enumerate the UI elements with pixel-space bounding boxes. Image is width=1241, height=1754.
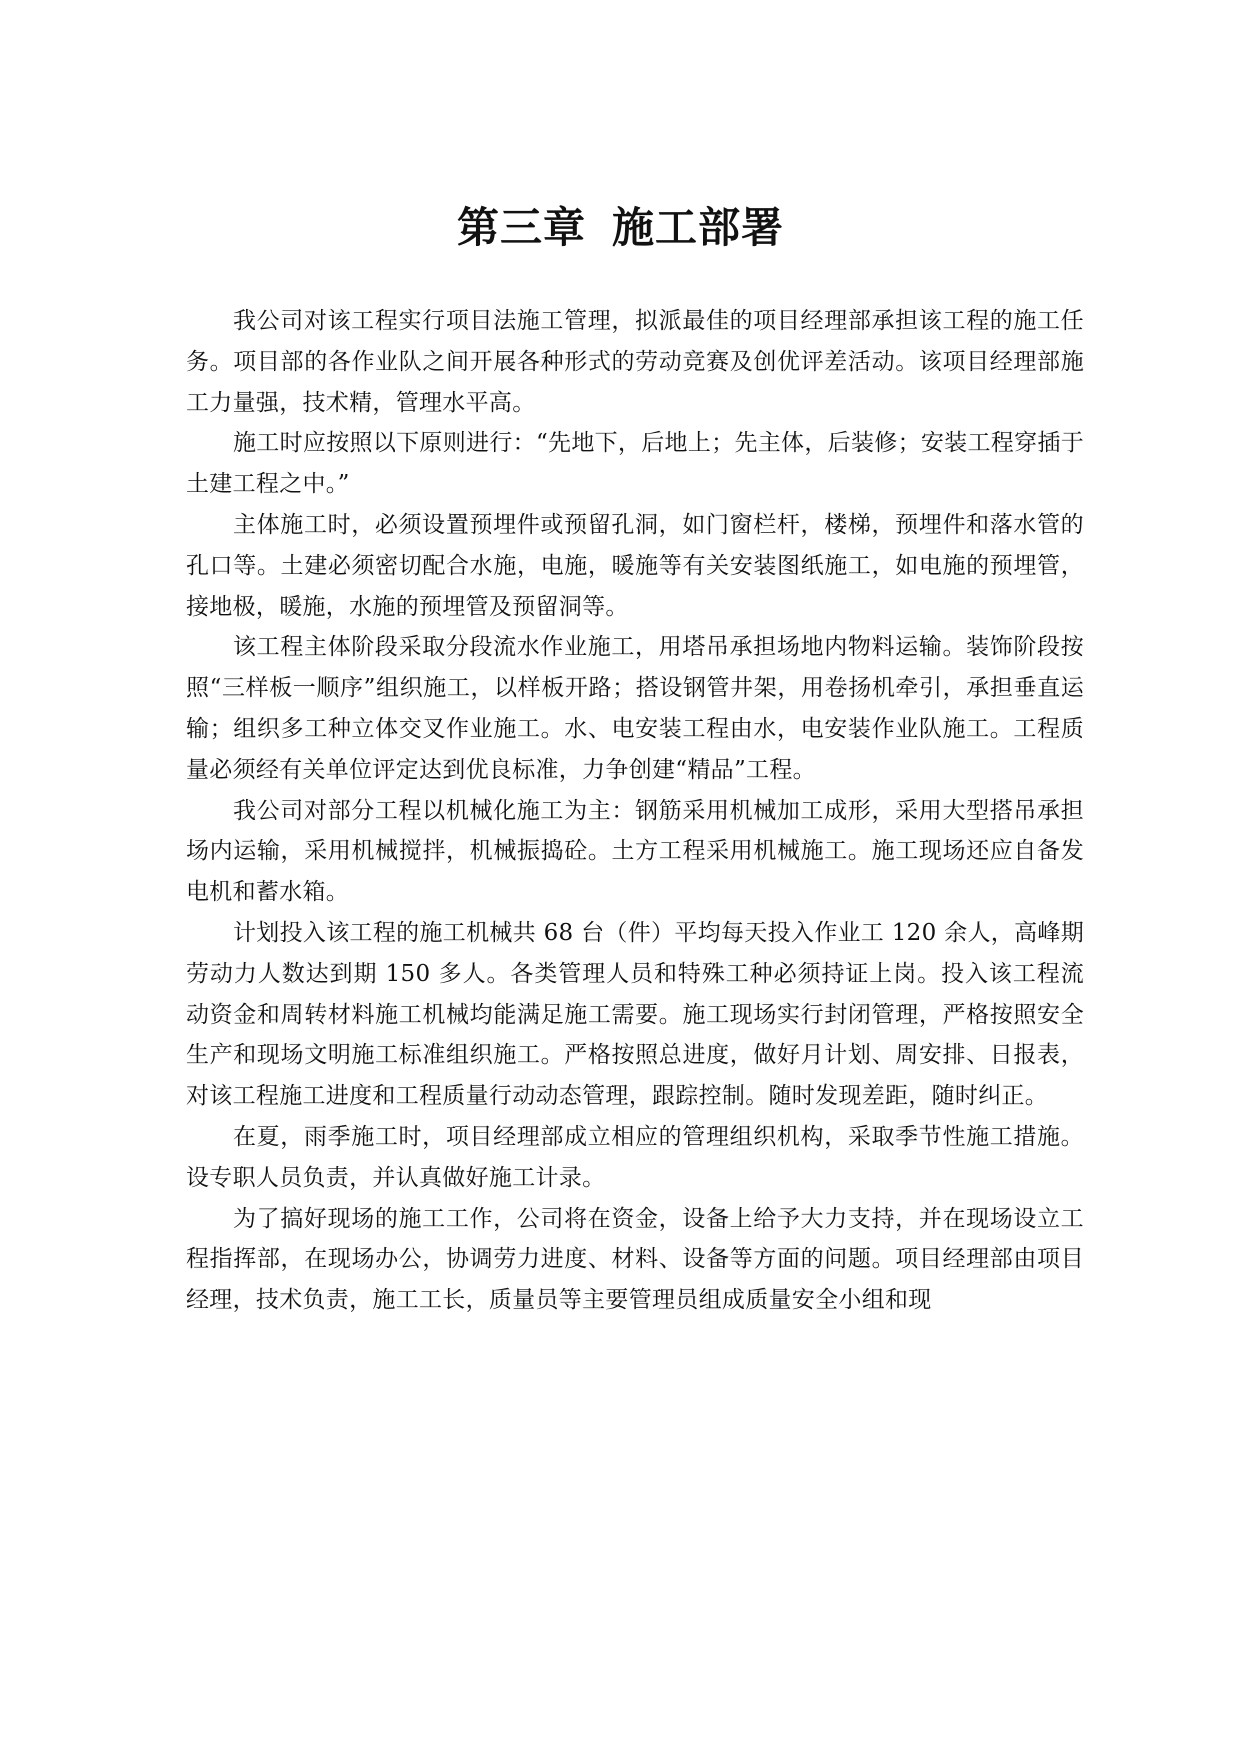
paragraph-construction-principles: 施工时应按照以下原则进行：“先地下，后地上；先主体，后装修；安装工程穿插于土建工程之中。” <box>186 430 1084 498</box>
document-body <box>186 301 1084 1321</box>
paragraph-rainy-season: 在夏，雨季施工时，项目经理部成立相应的管理组织机构，采取季节性施工措施。设专职人员负责，并认真做好施工计录。 <box>186 1123 1084 1191</box>
chapter-name: 施工部署 <box>612 203 785 252</box>
paragraph-embedded-parts: 主体施工时，必须设置预埋件或预留孔洞，如门窗栏杆，楼梯，预埋件和落水管的孔口等。土建必须密切配合水施，电施，暖施等有关安装图纸施工，如电施的预埋管，接地极，暖施，水施的预埋管及预留洞等。 <box>186 511 1084 620</box>
paragraph-project-management: 我公司对该工程实行项目法施工管理，拟派最佳的项目经理部承担该工程的施工任务。项目部的各作业队之间开展各种形式的劳动竞赛及创优评差活动。该项目经理部施工力量强，技术精，管理水平高。 <box>186 308 1084 416</box>
chapter-title <box>0 198 1241 258</box>
paragraph-site-headquarters: 为了搞好现场的施工工作，公司将在资金，设备上给予大力支持，并在现场设立工程指挥部，在现场办公，协调劳力进度、材料、设备等方面的问题。项目经理部由项目经理，技术负责，施工工长，质量员等主要管理员组成质量安全小组和现 <box>186 1205 1084 1314</box>
paragraph-staged-construction: 该工程主体阶段采取分段流水作业施工，用塔吊承担场地内物料运输。装饰阶段按照“三样板一顺序”组织施工，以样板开路；搭设钢管井架，用卷扬机牵引，承担垂直运输；组织多工种立体交叉作业施工。水、电安装工程由水，电安装作业队施工。工程质量必须经有关单位评定达到优良标准，力争创建“精品”工程。 <box>186 634 1084 783</box>
chapter-number: 第三章 <box>456 203 586 252</box>
paragraph-mechanization: 我公司对部分工程以机械化施工为主：钢筋采用机械加工成形，采用大型搭吊承担场内运输，采用机械搅拌，机械振捣砼。土方工程采用机械施工。施工现场还应自备发电机和蓄水箱。 <box>186 797 1084 906</box>
paragraph-resources-plan: 计划投入该工程的施工机械共 68 台（件）平均每天投入作业工 120 余人，高峰期劳动力人数达到期 150 多人。各类管理人员和特殊工种必须持证上岗。投入该工程流动资金和周转材料施工机械均能满足施工需要。施工现场实行封闭管理，严格按照安全生产和现场文明施工标准组织施工。严格按照总进度，做好月计划、周安排、日报表，对该工程施工进度和工程质量行动动态管理，跟踪控制。随时发现差距，随时纠正。 <box>186 919 1084 1110</box>
